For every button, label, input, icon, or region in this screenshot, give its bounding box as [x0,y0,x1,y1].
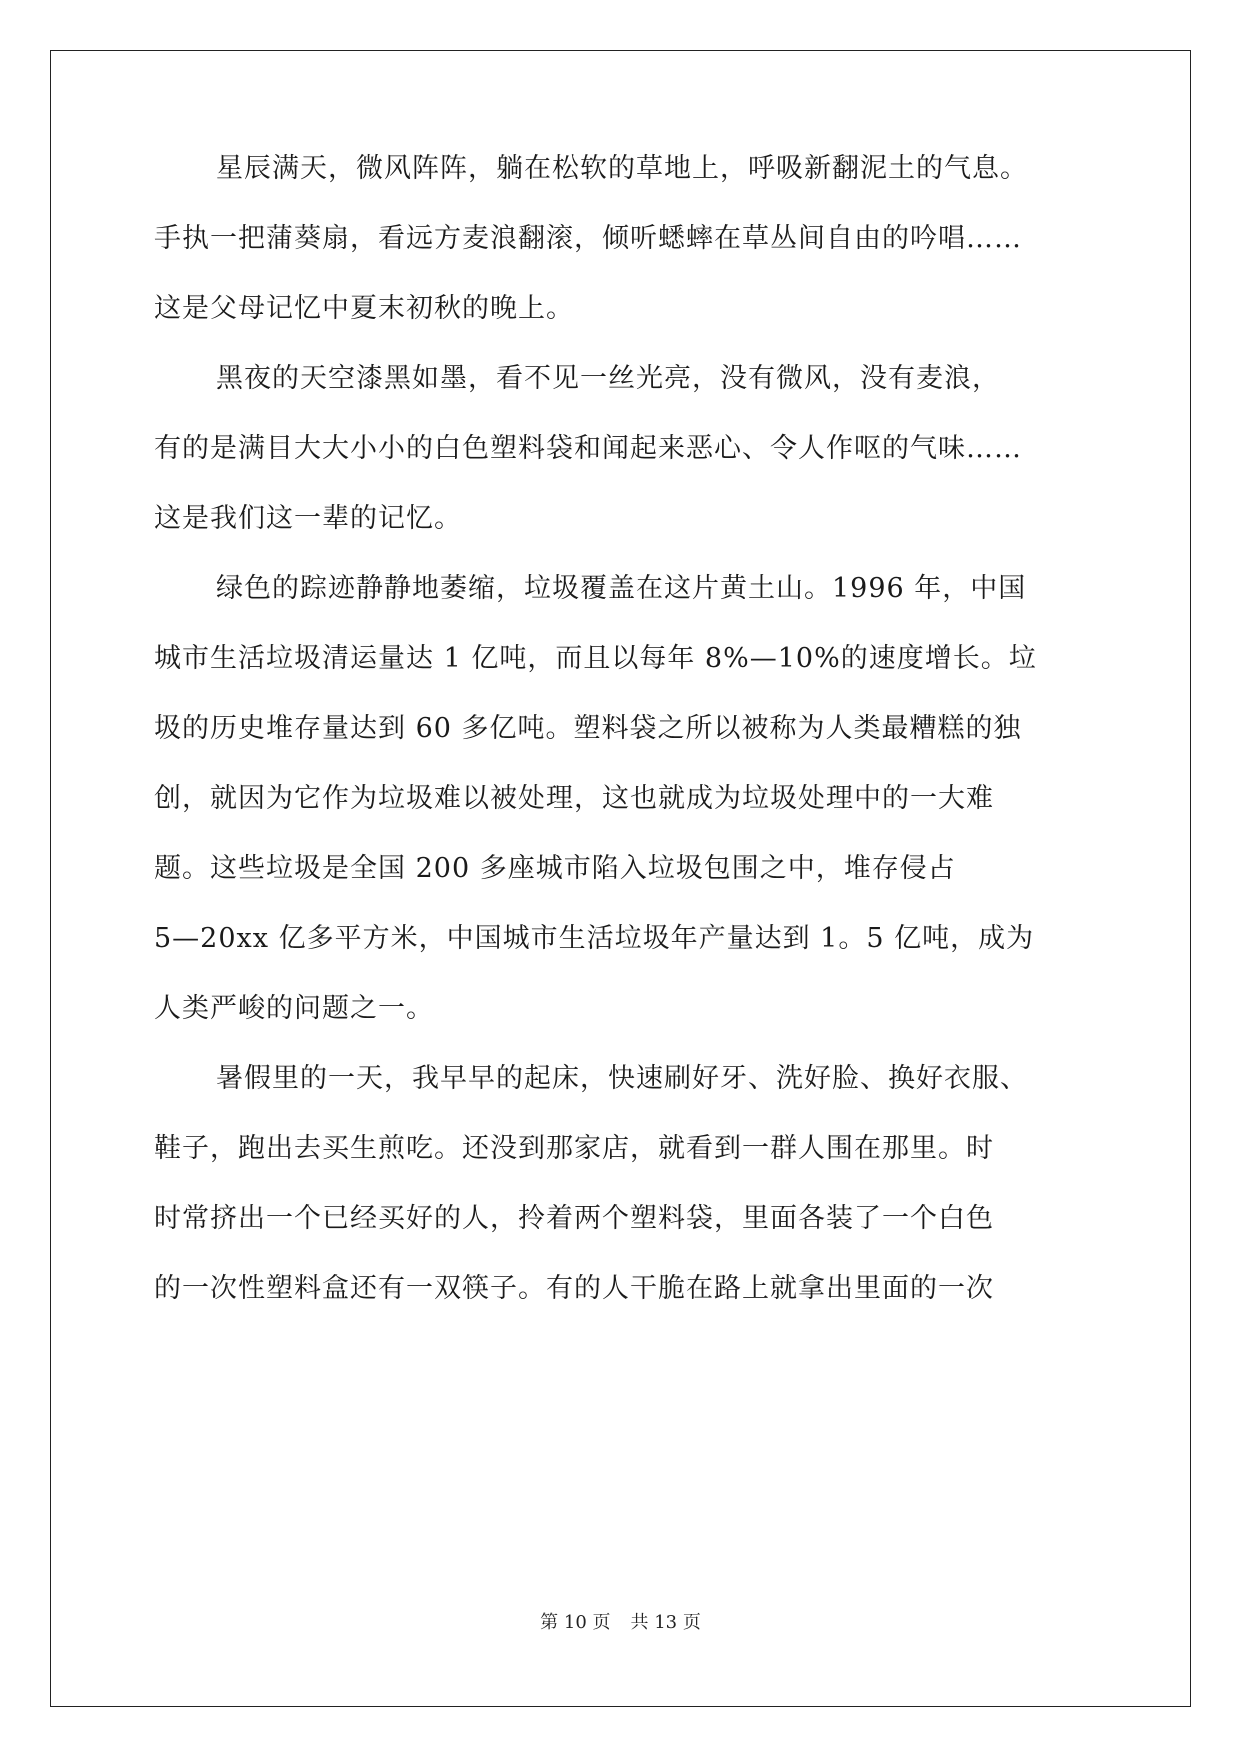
text-line: 城市生活垃圾清运量达 1 亿吨，而且以每年 8%—10%的速度增长。垃 [154,643,1037,674]
text-line: 绿色的踪迹静静地萎缩，垃圾覆盖在这片黄土山。1996 年，中国 [216,573,1027,604]
text-line: 圾的历史堆存量达到 60 多亿吨。塑料袋之所以被称为人类最糟糕的独 [154,713,1022,744]
text-line: 题。这些垃圾是全国 200 多座城市陷入垃圾包围之中，堆存侵占 [154,853,956,884]
text-line: 星辰满天，微风阵阵，躺在松软的草地上，呼吸新翻泥土的气息。 [216,153,1028,184]
page-number: 第 10 页 [540,1612,611,1633]
page-total: 共 13 页 [630,1612,701,1633]
text-line: 的一次性塑料盒还有一双筷子。有的人干脆在路上就拿出里面的一次 [154,1273,994,1304]
text-line: 暑假里的一天，我早早的起床，快速刷好牙、洗好脸、换好衣服、 [216,1063,1028,1094]
text-line: 这是我们这一辈的记忆。 [154,503,462,534]
text-line: 人类严峻的问题之一。 [154,993,434,1024]
text-line: 5—20xx 亿多平方米，中国城市生活垃圾年产量达到 1。5 亿吨，成为 [154,923,1035,954]
text-line: 这是父母记忆中夏末初秋的晚上。 [154,293,574,324]
text-line: 手执一把蒲葵扇，看远方麦浪翻滚，倾听蟋蟀在草丛间自由的吟唱…… [154,223,1022,254]
text-line: 鞋子，跑出去买生煎吃。还没到那家店，就看到一群人围在那里。时 [154,1133,994,1164]
page-footer [0,1612,1241,1634]
text-line: 创，就因为它作为垃圾难以被处理，这也就成为垃圾处理中的一大难 [154,783,994,814]
text-line: 时常挤出一个已经买好的人，拎着两个塑料袋，里面各装了一个白色 [154,1203,994,1234]
text-line: 有的是满目大大小小的白色塑料袋和闻起来恶心、令人作呕的气味…… [154,433,1022,464]
text-line: 黑夜的天空漆黑如墨，看不见一丝光亮，没有微风，没有麦浪， [216,363,1000,394]
